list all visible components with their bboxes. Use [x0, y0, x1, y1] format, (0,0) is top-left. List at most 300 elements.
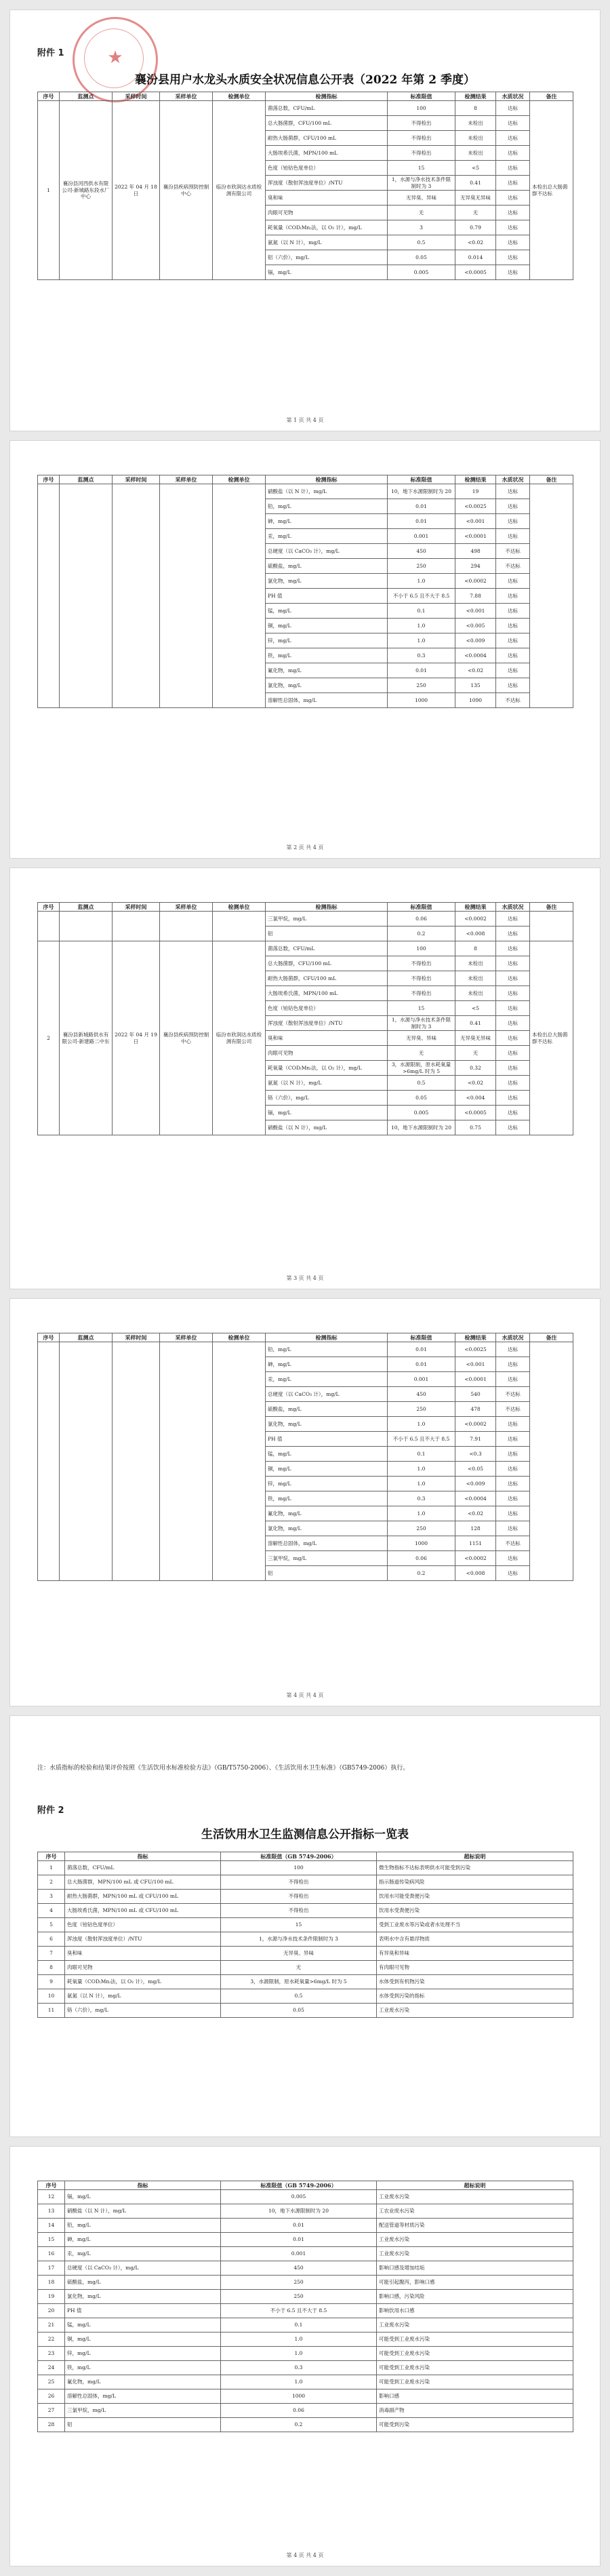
- remark: 本检出总大肠菌群不达标: [530, 941, 573, 1135]
- indicator-name: 硝酸盐（以 N 计），mg/L: [266, 484, 388, 499]
- indicator-name: PH 值: [266, 589, 388, 604]
- row-seq: 9: [38, 1975, 65, 1989]
- indicator-name: 铜，mg/L: [266, 1462, 388, 1477]
- exceedance-note: 水体受到污染的指标: [377, 1989, 573, 2004]
- table-row: [38, 2004, 573, 2018]
- empty-cell: [213, 1342, 266, 1581]
- standard-limit: 0.2: [221, 2418, 377, 2432]
- column-header: 序号: [38, 92, 60, 101]
- quality-status: 达标: [496, 176, 530, 191]
- sampling-date: 2022 年 04 月 19 日: [113, 941, 160, 1135]
- indicator-name: 锌，mg/L: [65, 2347, 221, 2361]
- exceedance-note: 配送管道等材质污染: [377, 2219, 573, 2233]
- quality-status: 达标: [496, 1477, 530, 1491]
- row-seq: 22: [38, 2333, 65, 2347]
- row-seq: 7: [38, 1947, 65, 1961]
- standard-limit: 0.01: [388, 514, 455, 529]
- standard-limit: 250: [388, 678, 455, 693]
- indicator-name: 肉眼可见物: [65, 1961, 221, 1975]
- standard-limit: 15: [221, 1918, 377, 1932]
- quality-status: 达标: [496, 678, 530, 693]
- standard-limit: 250: [221, 2290, 377, 2304]
- exceedance-note: 表明水中含有悬浮物质: [377, 1932, 573, 1947]
- test-result: 0.41: [455, 176, 496, 191]
- quality-status: 达标: [496, 1506, 530, 1521]
- row-seq: 14: [38, 2219, 65, 2233]
- empty-cell: [38, 1342, 60, 1581]
- column-header: 监测点: [60, 475, 113, 484]
- standard-limit: 不小于 6.5 且不大于 8.5: [388, 1432, 455, 1447]
- quality-status: 达标: [496, 619, 530, 633]
- standard-limit: 0.06: [221, 2404, 377, 2418]
- standard-limit: 1.0: [221, 2375, 377, 2389]
- standard-limit: 1.0: [388, 619, 455, 633]
- exceedance-note: 影响饮用水口感: [377, 2304, 573, 2318]
- standard-limit: 250: [388, 1402, 455, 1417]
- standard-limit: 100: [388, 941, 455, 956]
- quality-status: 达标: [496, 265, 530, 280]
- quality-status: 达标: [496, 986, 530, 1001]
- column-header: 标准限值: [388, 903, 455, 912]
- quality-status: 达标: [496, 101, 530, 116]
- standard-limit: 15: [388, 1001, 455, 1016]
- column-header: 检测单位: [213, 1333, 266, 1342]
- column-header: 标准限值: [388, 92, 455, 101]
- indicator-name: 色度（铂钴色度单位）: [266, 161, 388, 176]
- column-header: 序号: [38, 2181, 65, 2190]
- standard-limit: 0.05: [388, 250, 455, 265]
- test-result: <0.001: [455, 514, 496, 529]
- exceedance-note: 影响口感，污染风险: [377, 2290, 573, 2304]
- indicator-name: 臭和味: [266, 191, 388, 206]
- row-seq: 17: [38, 2261, 65, 2276]
- row-seq: 20: [38, 2304, 65, 2318]
- exceedance-note: 饮用水可能受粪便污染: [377, 1890, 573, 1904]
- indicator-name: 铁，mg/L: [266, 648, 388, 663]
- quality-status: 达标: [496, 235, 530, 250]
- indicator-name: 氟化物，mg/L: [266, 1506, 388, 1521]
- table-row: [38, 2190, 573, 2204]
- test-result: <0.009: [455, 633, 496, 648]
- test-result: <0.0025: [455, 499, 496, 514]
- quality-status: 达标: [496, 633, 530, 648]
- indicator-name: 铅，mg/L: [65, 2219, 221, 2233]
- indicator-name: 汞，mg/L: [266, 529, 388, 544]
- quality-status: 不达标: [496, 1387, 530, 1402]
- indicator-name: 铝: [266, 926, 388, 941]
- empty-cell: [38, 484, 60, 708]
- exceedance-note: 指示肠道传染病风险: [377, 1875, 573, 1890]
- quality-status: 达标: [496, 250, 530, 265]
- table-row: [38, 2404, 573, 2418]
- standard-limit: 3，水源限制，原水耗氧量>6mg/L 时为 5: [221, 1975, 377, 1989]
- quality-status: 达标: [496, 529, 530, 544]
- indicator-name: 肉眼可见物: [266, 1046, 388, 1061]
- row-seq: 23: [38, 2347, 65, 2361]
- empty-cell: [60, 484, 113, 708]
- standard-limit: 1.0: [388, 633, 455, 648]
- table-row: [38, 2276, 573, 2290]
- test-result: 498: [455, 544, 496, 559]
- table-row: [38, 2418, 573, 2432]
- indicator-name: 汞，mg/L: [65, 2247, 221, 2261]
- column-header: 采样时间: [113, 1333, 160, 1342]
- table-header-row: [38, 475, 573, 484]
- testing-unit: 临汾市欣润达水质检测有限公司: [213, 101, 266, 280]
- column-header: 检测结果: [455, 1333, 496, 1342]
- standard-limit: 1000: [388, 693, 455, 708]
- row-seq: 1: [38, 101, 60, 280]
- column-header: 标准限值: [388, 1333, 455, 1342]
- table-row: [38, 2333, 573, 2347]
- standard-limit: 0.3: [388, 648, 455, 663]
- indicator-name: 硝酸盐（以 N 计），mg/L: [65, 2204, 221, 2219]
- column-header: 采样时间: [113, 903, 160, 912]
- exceedance-note: 可能受到工业废水污染: [377, 2347, 573, 2361]
- test-result: 未检出: [455, 131, 496, 146]
- quality-status: 达标: [496, 116, 530, 131]
- sampling-date: 2022 年 04 月 18 日: [113, 101, 160, 280]
- column-header: 标准限值: [388, 475, 455, 484]
- standard-limit: 450: [221, 2261, 377, 2276]
- test-result: <0.0002: [455, 912, 496, 926]
- exceedance-note: 工业废水污染: [377, 2190, 573, 2204]
- test-result: <0.02: [455, 235, 496, 250]
- test-result: 未检出: [455, 116, 496, 131]
- empty-cell: [60, 912, 113, 941]
- column-header: 采样时间: [113, 475, 160, 484]
- indicator-name: 三氯甲烷，mg/L: [266, 1551, 388, 1566]
- indicator-name: 镉，mg/L: [266, 265, 388, 280]
- table-row: [38, 1861, 573, 1875]
- indicator-name: 硝酸盐（以 N 计），mg/L: [266, 1120, 388, 1135]
- table-row: [38, 2304, 573, 2318]
- column-header: 采样单位: [160, 903, 213, 912]
- exceedance-note: 工农业废水污染: [377, 2204, 573, 2219]
- indicator-name: 氟化物，mg/L: [266, 663, 388, 678]
- indicator-name: 铬（六价），mg/L: [266, 1091, 388, 1106]
- test-result: <5: [455, 1001, 496, 1016]
- standard-limit: 0.01: [221, 2219, 377, 2233]
- indicator-name: 铁，mg/L: [65, 2361, 221, 2375]
- exceedance-note: 工业废水污染: [377, 2247, 573, 2261]
- standard-limit: 1，水源与净水技术条件限制时为 3: [388, 176, 455, 191]
- standard-limit: 450: [388, 544, 455, 559]
- empty-cell: [213, 912, 266, 941]
- indicator-name: 臭和味: [65, 1947, 221, 1961]
- table-row: [38, 941, 573, 956]
- standard-limit: 0.1: [388, 1447, 455, 1462]
- page-5: [10, 1716, 600, 2136]
- indicator-name: 铜，mg/L: [266, 619, 388, 633]
- test-result: <0.004: [455, 1091, 496, 1106]
- column-header: 超标说明: [377, 2181, 573, 2190]
- standard-limit: 0.01: [388, 1357, 455, 1372]
- exceedance-note: 影响口感: [377, 2389, 573, 2404]
- standard-limit: 1，水源与净水技术条件限制时为 3: [221, 1932, 377, 1947]
- test-result: 0.32: [455, 1061, 496, 1076]
- sampling-unit: 襄汾县疾病预防控制中心: [160, 101, 213, 280]
- column-header: 检测结果: [455, 903, 496, 912]
- standard-limit: 无: [221, 1961, 377, 1975]
- test-result: <0.0002: [455, 574, 496, 589]
- standard-limit: 250: [388, 559, 455, 574]
- test-result: <0.0001: [455, 529, 496, 544]
- standard-limit: 450: [388, 1387, 455, 1402]
- row-seq: 24: [38, 2361, 65, 2375]
- page-number: 第 4 页 共 4 页: [286, 2552, 324, 2558]
- indicator-name: 耗氧量（COD₍Mn₎法，以 O₂ 计），mg/L: [266, 1061, 388, 1076]
- quality-status: 不达标: [496, 1402, 530, 1417]
- standard-limit: 不小于 6.5 且不大于 8.5: [221, 2304, 377, 2318]
- indicator-name: 铁，mg/L: [266, 1491, 388, 1506]
- indicator-name: 菌落总数，CFU/mL: [266, 941, 388, 956]
- quality-status: 达标: [496, 1001, 530, 1016]
- standard-limit: 1.0: [221, 2347, 377, 2361]
- test-result: <0.0005: [455, 265, 496, 280]
- indicator-name: 砷，mg/L: [65, 2233, 221, 2247]
- indicator-name: 锌，mg/L: [266, 633, 388, 648]
- page-6: [10, 2147, 600, 2566]
- test-result: 未检出: [455, 986, 496, 1001]
- standard-limit: 不小于 6.5 且不大于 8.5: [388, 589, 455, 604]
- indicator-name: 浑浊度（散射浑浊度单位）/NTU: [266, 1016, 388, 1031]
- test-result: 未检出: [455, 971, 496, 986]
- column-header: 检测指标: [266, 92, 388, 101]
- standard-limit: 不得检出: [388, 956, 455, 971]
- indicator-name: 硫酸盐，mg/L: [266, 559, 388, 574]
- column-header: 水质状况: [496, 92, 530, 101]
- water-quality-table: [37, 902, 573, 1135]
- test-result: <0.0004: [455, 1491, 496, 1506]
- indicator-name: 三氯甲烷，mg/L: [266, 912, 388, 926]
- column-header: 采样单位: [160, 92, 213, 101]
- standard-limit: 100: [221, 1861, 377, 1875]
- indicator-name: 铜，mg/L: [65, 2333, 221, 2347]
- exceedance-note: 有肉眼可见物: [377, 1961, 573, 1975]
- indicator-name: 总大肠菌群，CFU/100 mL: [266, 116, 388, 131]
- column-header: 备注: [530, 903, 573, 912]
- exceedance-note: 可能受到工业废水污染: [377, 2375, 573, 2389]
- exceedance-note: 工业废水污染: [377, 2004, 573, 2018]
- standard-limit: 0.2: [388, 926, 455, 941]
- quality-status: 达标: [496, 1076, 530, 1091]
- column-header: 标准限值（GB 5749-2006）: [221, 1852, 377, 1861]
- row-seq: 3: [38, 1890, 65, 1904]
- table-row: [38, 2318, 573, 2333]
- exceedance-note: 饮用水受粪便污染: [377, 1904, 573, 1918]
- quality-status: 达标: [496, 1031, 530, 1046]
- indicator-name: 氯化物，mg/L: [266, 574, 388, 589]
- quality-status: 达标: [496, 220, 530, 235]
- table-row: [38, 2204, 573, 2219]
- test-result: 无: [455, 206, 496, 220]
- column-header: 序号: [38, 1333, 60, 1342]
- empty-cell: [160, 1342, 213, 1581]
- test-result: <0.0001: [455, 1372, 496, 1387]
- column-header: 水质状况: [496, 475, 530, 484]
- indicator-name: 菌落总数，CFU/mL: [266, 101, 388, 116]
- test-result: 128: [455, 1521, 496, 1536]
- quality-status: 达标: [496, 589, 530, 604]
- quality-status: 达标: [496, 1357, 530, 1372]
- exceedance-note: 受到工业废水等污染或者水处理不当: [377, 1918, 573, 1932]
- indicator-name: 硫酸盐，mg/L: [266, 1402, 388, 1417]
- standard-limit: 1.0: [388, 1462, 455, 1477]
- test-result: 未检出: [455, 146, 496, 161]
- column-header: 备注: [530, 1333, 573, 1342]
- quality-status: 达标: [496, 648, 530, 663]
- indicator-name: 氯化物，mg/L: [65, 2290, 221, 2304]
- table-row: [38, 1918, 573, 1932]
- row-seq: 27: [38, 2404, 65, 2418]
- quality-status: 达标: [496, 926, 530, 941]
- page-3: [10, 868, 600, 1289]
- table-row: [38, 2219, 573, 2233]
- table-header-row: [38, 92, 573, 101]
- standard-limit: 0.001: [388, 529, 455, 544]
- row-seq: 2: [38, 941, 60, 1135]
- empty-cell: [113, 912, 160, 941]
- exceedance-note: 微生物指标不达标表明供水可能受到污染: [377, 1861, 573, 1875]
- quality-status: 达标: [496, 1091, 530, 1106]
- quality-status: 达标: [496, 1372, 530, 1387]
- column-header: 备注: [530, 475, 573, 484]
- monitoring-site: 襄汾县河西供水有限公司-新城路东段水厂中心: [60, 101, 113, 280]
- page-number: 第 3 页 共 4 页: [286, 1275, 324, 1281]
- row-seq: 19: [38, 2290, 65, 2304]
- empty-cell: [213, 484, 266, 708]
- row-seq: 12: [38, 2190, 65, 2204]
- column-header: 水质状况: [496, 903, 530, 912]
- indicator-name: 大肠埃希氏菌，MPN/100 mL: [266, 986, 388, 1001]
- quality-status: 达标: [496, 1566, 530, 1581]
- exceedance-note: 可能引起腹泻，影响口感: [377, 2276, 573, 2290]
- quality-status: 达标: [496, 1551, 530, 1566]
- test-result: <0.0005: [455, 1106, 496, 1120]
- quality-status: 不达标: [496, 559, 530, 574]
- row-seq: 1: [38, 1861, 65, 1875]
- indicator-name: 锰，mg/L: [65, 2318, 221, 2333]
- exceedance-note: 可能受到工业废水污染: [377, 2333, 573, 2347]
- quality-status: 达标: [496, 131, 530, 146]
- monitoring-site: 襄汾县新城路供水有限公司-新建路二中东: [60, 941, 113, 1135]
- quality-status: 达标: [496, 1342, 530, 1357]
- indicator-name: 溶解性总固体，mg/L: [266, 1536, 388, 1551]
- standard-limit: 15: [388, 161, 455, 176]
- row-seq: 8: [38, 1961, 65, 1975]
- quality-status: 达标: [496, 191, 530, 206]
- test-result: <0.005: [455, 619, 496, 633]
- row-seq: 25: [38, 2375, 65, 2389]
- empty-cell: [530, 912, 573, 941]
- quality-status: 达标: [496, 1447, 530, 1462]
- quality-status: 达标: [496, 1417, 530, 1432]
- water-quality-table: [37, 1333, 573, 1581]
- indicator-name: 耐热大肠菌群，CFU/100 mL: [266, 131, 388, 146]
- page-2: [10, 441, 600, 858]
- table-row: [38, 1875, 573, 1890]
- table-row: [38, 2375, 573, 2389]
- row-seq: 11: [38, 2004, 65, 2018]
- quality-status: 达标: [496, 499, 530, 514]
- standard-limit: 不得检出: [221, 1875, 377, 1890]
- standard-limit: 不得检出: [221, 1904, 377, 1918]
- quality-status: 不达标: [496, 1536, 530, 1551]
- indicator-name: 铝（六价），mg/L: [266, 250, 388, 265]
- standard-limit: 1.0: [388, 1477, 455, 1491]
- standards-note: 注：水质指标的检验和结果评价按照《生活饮用水标准检验方法》（GB/T5750-2006）、《生活饮用水卫生标准》（GB5749-2006）执行。: [37, 1765, 409, 1772]
- row-seq: 5: [38, 1918, 65, 1932]
- exceedance-note: 可能受到污染: [377, 2418, 573, 2432]
- indicator-name: 氟化物，mg/L: [65, 2375, 221, 2389]
- table-row: [38, 101, 573, 116]
- exceedance-note: 工业废水污染: [377, 2233, 573, 2247]
- standard-limit: 1.0: [388, 1417, 455, 1432]
- exceedance-note: 有异臭和异味: [377, 1947, 573, 1961]
- standard-limit: 0.1: [221, 2318, 377, 2333]
- test-result: 8: [455, 101, 496, 116]
- table-row: [38, 2290, 573, 2304]
- quality-status: 达标: [496, 1106, 530, 1120]
- column-header: 超标说明: [377, 1852, 573, 1861]
- indicator-name: 臭和味: [266, 1031, 388, 1046]
- indicator-name: 汞，mg/L: [266, 1372, 388, 1387]
- standard-limit: 不得检出: [388, 986, 455, 1001]
- indicator-name: 锌，mg/L: [266, 1477, 388, 1491]
- test-result: <0.0025: [455, 1342, 496, 1357]
- table-row: [38, 1947, 573, 1961]
- indicator-name: 肉眼可见物: [266, 206, 388, 220]
- quality-status: 达标: [496, 206, 530, 220]
- standard-limit: 250: [388, 1521, 455, 1536]
- standard-limit: 0.005: [221, 2190, 377, 2204]
- standard-limit: 0.2: [388, 1566, 455, 1581]
- test-result: <0.001: [455, 1357, 496, 1372]
- column-header: 检测单位: [213, 92, 266, 101]
- empty-cell: [60, 1342, 113, 1581]
- quality-status: 达标: [496, 1432, 530, 1447]
- test-result: 19: [455, 484, 496, 499]
- table-row: [38, 912, 573, 926]
- column-header: 采样单位: [160, 475, 213, 484]
- test-result: 无异臭无异味: [455, 191, 496, 206]
- test-result: 1090: [455, 693, 496, 708]
- indicator-name: 耗氧量（COD₍Mn₎法，以 O₂ 计），mg/L: [65, 1975, 221, 1989]
- standard-limit: 1.0: [221, 2333, 377, 2347]
- indicator-table: [37, 2181, 573, 2432]
- column-header: 检测结果: [455, 475, 496, 484]
- indicator-name: 砷，mg/L: [266, 514, 388, 529]
- test-result: 0.75: [455, 1120, 496, 1135]
- table-row: [38, 1904, 573, 1918]
- test-result: <0.02: [455, 1506, 496, 1521]
- testing-unit: 临汾市欣润达水质检测有限公司: [213, 941, 266, 1135]
- standard-limit: 0.01: [388, 1342, 455, 1357]
- empty-cell: [530, 484, 573, 708]
- test-result: 8: [455, 941, 496, 956]
- test-result: 478: [455, 1402, 496, 1417]
- indicator-name: 总硬度（以 CaCO₃ 计），mg/L: [65, 2261, 221, 2276]
- empty-cell: [38, 912, 60, 941]
- quality-status: 达标: [496, 956, 530, 971]
- standard-limit: 1000: [221, 2389, 377, 2404]
- quality-status: 达标: [496, 1462, 530, 1477]
- standard-limit: 无: [388, 1046, 455, 1061]
- standard-limit: 不得检出: [221, 1890, 377, 1904]
- test-result: 135: [455, 678, 496, 693]
- page-title: 襄汾县用户水龙头水质安全状况信息公开表（2022 年第 2 季度）: [135, 73, 475, 87]
